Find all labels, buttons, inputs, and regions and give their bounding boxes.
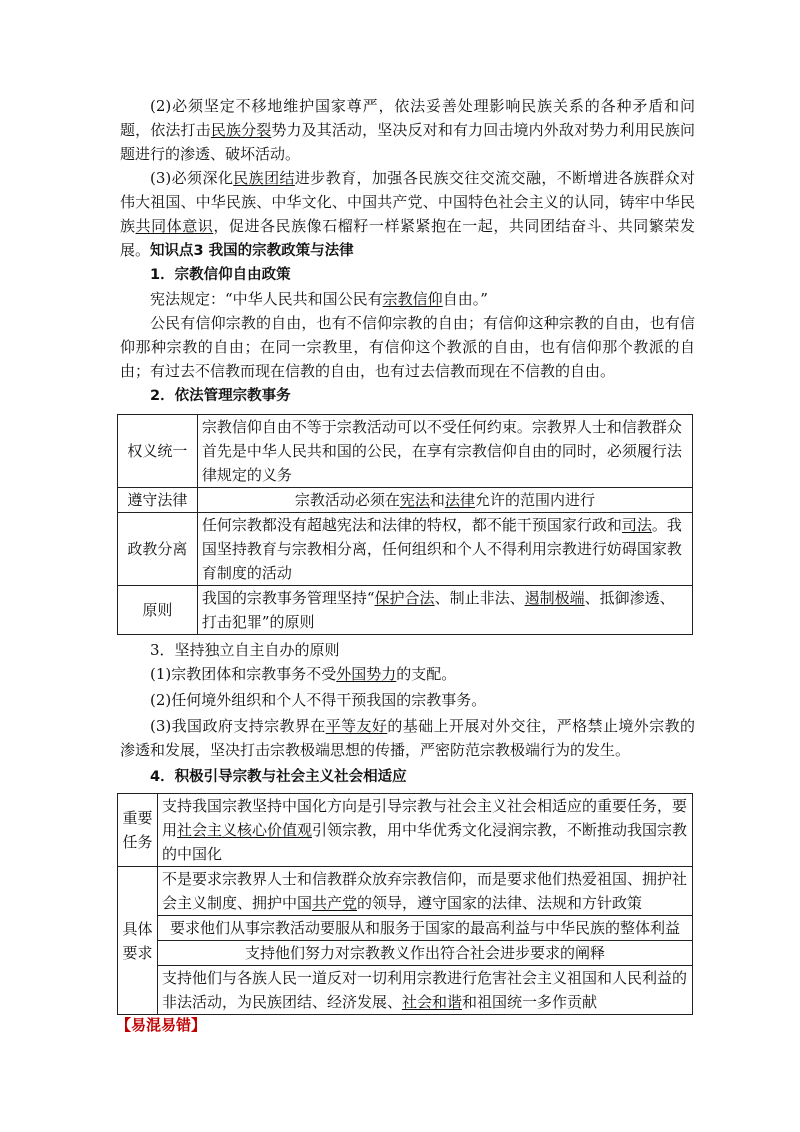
table-row	[118, 586, 693, 635]
row-content: 支持他们与各族人民一道反对一切利用宗教进行危害社会主义祖国和人民利益的非法活动，为民族团结、经济发展、社会和谐和祖国统一多作贡献	[157, 966, 692, 1015]
row-label: 遵守法律	[118, 488, 198, 513]
table-row	[118, 916, 693, 941]
table-row	[118, 966, 693, 1015]
row-content: 任何宗教都没有超越宪法和法律的特权，都不能干预国家行政和司法。我国坚持教育与宗教相分离，任何组织和个人不得利用宗教进行妨碍国家教育制度的活动	[197, 513, 692, 586]
row-content: 不是要求宗教界人士和信教群众放弃宗教信仰，而是要求他们热爱祖国、拥护社会主义制度、拥护中国共产党的领导，遵守国家的法律、法规和方针政策	[157, 867, 692, 916]
s3-item-1: (1)宗教团体和宗教事务不受外国势力的支配。	[150, 665, 457, 683]
row-content: 宗教信仰自由不等于宗教活动可以不受任何约束。宗教界人士和信教群众首先是中华人民共和国的公民，在享有宗教信仰自由的同时，必须履行法律规定的义务	[197, 415, 692, 488]
underlined-term: 共产党	[311, 894, 357, 912]
row-label: 政教分离	[118, 513, 198, 586]
section-title-4: 4．积极引导宗教与社会主义社会相适应	[150, 769, 407, 785]
table-row	[118, 488, 693, 513]
underlined-term: 民族分裂	[210, 121, 272, 139]
paragraph-national-dignity: (2)必须坚定不移地维护国家尊严，依法妥善处理影响民族关系的各种矛盾和问题，依法打击民族分裂势力及其活动，坚决反对和有力回击境内外敌对势力利用民族问题进行的渗透、破坏活动。	[120, 97, 695, 163]
religious-affairs-table	[117, 414, 693, 635]
underlined-term: 社会主义核心价值观	[176, 821, 312, 839]
row-content: 宗教活动必须在宪法和法律允许的范围内进行	[197, 488, 692, 513]
knowledge-point-title: 知识点3 我国的宗教政策与法律	[150, 243, 354, 259]
underlined-term: 外国势力	[336, 665, 397, 683]
section-title-3: 3．坚持独立自主自办的原则	[150, 641, 340, 659]
row-label: 具体要求	[118, 867, 158, 1015]
section-title-1: 1．宗教信仰自由政策	[150, 267, 291, 283]
underlined-term: 民族团结	[233, 169, 295, 187]
underlined-term: 法律	[444, 491, 475, 509]
underlined-term: 保护合法	[374, 589, 435, 607]
constitution-quote: 宪法规定：“中华人民共和国公民有宗教信仰自由。”	[150, 290, 488, 308]
paragraph-freedom: 公民有信仰宗教的自由，也有不信仰宗教的自由；有信仰这种宗教的自由，也有信仰那种宗教的自由；在同一宗教里，有信仰这个教派的自由，也有信仰那个教派的自由；有过去不信教而现在信教的自由，也有过去信教而现在不信教的自由。	[120, 314, 695, 380]
underlined-term: 宪法	[399, 491, 430, 509]
underlined-term: 司法	[621, 516, 652, 534]
row-content: 我国的宗教事务管理坚持“保护合法、制止非法、遏制极端、抵御渗透、打击犯罪”的原则	[197, 586, 692, 635]
table-row	[118, 941, 693, 966]
underlined-term: 遏制极端	[524, 589, 585, 607]
table-row	[118, 794, 693, 867]
section-title-2: 2．依法管理宗教事务	[150, 388, 291, 404]
table-row	[118, 415, 693, 488]
row-label: 权义统一	[118, 415, 198, 488]
table-row	[118, 867, 693, 916]
underlined-term: 社会和谐	[401, 993, 462, 1011]
row-label: 重要任务	[118, 794, 158, 867]
paragraph-ethnic-unity: (3)必须深化民族团结进步教育，加强各民族交往交流交融，不断增进各族群众对伟大祖国、中华民族、中华文化、中国共产党、中国特色社会主义的认同，铸牢中华民族共同体意识，促进各民族像石榴籽一样紧紧抱在一起，共同团结奋斗、共同繁荣发展。	[120, 169, 695, 259]
underlined-term: 共同体意识	[135, 217, 214, 235]
underlined-term: 平等友好	[325, 717, 388, 735]
row-content: 支持我国宗教坚持中国化方向是引导宗教与社会主义社会相适应的重要任务，要用社会主义核心价值观引领宗教，用中华优秀文化浸润宗教，不断推动我国宗教的中国化	[157, 794, 692, 867]
table-row	[118, 513, 693, 586]
row-content: 要求他们从事宗教活动要服从和服务于国家的最高利益与中华民族的整体利益	[157, 916, 692, 941]
row-content: 支持他们努力对宗教教义作出符合社会进步要求的阐释	[157, 941, 692, 966]
underlined-term: 宗教信仰	[382, 290, 443, 308]
adaptation-table	[117, 793, 693, 1015]
s3-item-2: (2)任何境外组织和个人不得干预我国的宗教事务。	[150, 691, 487, 709]
s3-item-3: (3)我国政府支持宗教界在平等友好的基础上开展对外交往，严格禁止境外宗教的渗透和发展，坚决打击宗教极端思想的传播，严密防范宗教极端行为的发生。	[120, 717, 695, 759]
common-mistakes-heading: 【易混易错】	[116, 1016, 207, 1034]
row-label: 原则	[118, 586, 198, 635]
